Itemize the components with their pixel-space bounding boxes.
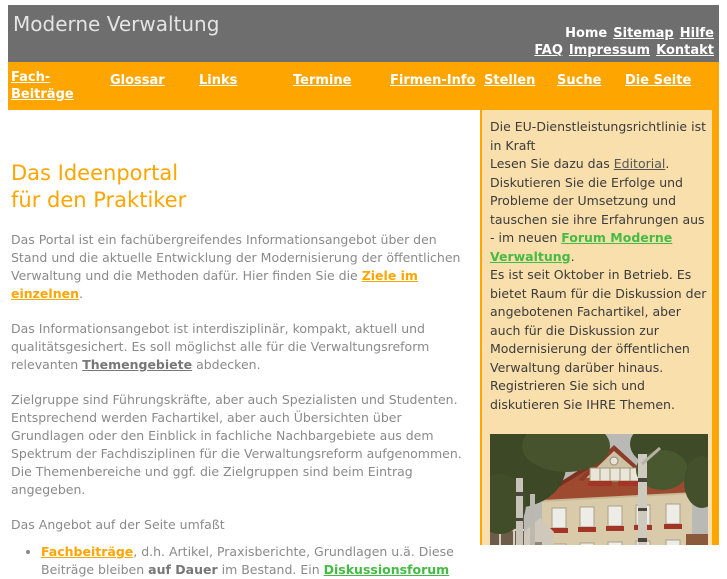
editorial-text: Lesen Sie dazu das [490,156,614,171]
nav-cell [387,69,481,89]
editorial-text-end: . [665,156,670,171]
auf-dauer-bold: auf Dauer [148,562,218,577]
nav-item-stellen[interactable]: Stellen [484,73,536,88]
ziele-link[interactable]: Ziele im einzelnen [11,268,418,301]
building-photo-svg [490,434,708,545]
angebot-text-end: abdecken. [192,357,261,372]
forum-text: Diskutieren Sie die Erfolge und Probleme der Umsetzung und tauschen sie ihre Erfahrungen aus - im neuen [490,174,705,245]
header-links-row1 [528,25,714,42]
umfasst-paragraph: Das Angebot auf der Seite umfaßt [11,517,225,532]
content-area [8,110,719,577]
nav-cell [196,69,290,89]
editorial-link[interactable]: Editorial [613,156,666,171]
eu-richtlinie-text: Die EU-Dienstleistungsrichtlinie ist in Kraft [490,119,706,153]
list-item-fachbeitraege [41,543,472,579]
intro-text: Das Portal ist ein fachübergreifendes Informationsangebot über den Stand und die aktuelle Entwicklung der Modernisierung der öffentlichen Verwaltung und die Methoden dafür. Hier finden Sie die [11,232,461,283]
impressum-link[interactable]: Impressum [568,43,651,58]
nav-item-die-seite[interactable]: Die Seite [625,73,692,88]
forum-moderne-verwaltung-link[interactable]: Forum Moderne Verwaltung [490,230,673,264]
header-bar [8,5,719,62]
nav-item-termine[interactable]: Termine [293,73,352,88]
nav-cell [8,69,107,103]
diskussionsforum-link[interactable]: Diskussionsforum [323,562,450,577]
zielgruppe-paragraph: Zielgruppe sind Führungskräfte, aber auch Spezialisten und Studenten. Entsprechend werden Fachartikel, aber auch Übersichten über Grundlagen oder den Einblick in fachliche Nachbargebiete aus dem Spektrum der Fachdisziplinen für die Verwaltungsreform aufgenommen. Die Themenbereiche und ggf. die Zielgruppen sind beim Eintrag angegeben. [11,392,462,497]
fachbeitraege-link[interactable]: Fachbeiträge [41,544,134,559]
intro-text-end: . [78,286,83,301]
hilfe-link[interactable]: Hilfe [679,26,714,41]
news-sidebar [480,110,719,545]
nav-cell [481,69,554,89]
sidebar-text [490,118,710,414]
main-column [8,110,480,577]
home-link[interactable]: Home [565,26,608,41]
header-links [528,25,714,59]
nav-cell [107,69,196,89]
kontakt-link[interactable]: Kontakt [656,43,714,58]
angebot-paragraph [11,320,472,374]
forum-text-end: . [570,248,575,264]
nav-item-fachbeitraege[interactable]: Fach-Beiträge [11,70,74,102]
main-nav [8,62,719,110]
page-title [11,160,472,214]
nav-cell [622,69,719,89]
angebot-text: Das Informationsangebot ist interdisziplinär, kompakt, aktuell und qualitätsgesichert. Es soll möglichst alle für die Verwaltungsreform relevanten [11,321,430,372]
faq-link[interactable]: FAQ [534,43,563,58]
nav-item-firmen-info[interactable]: Firmen-Info [390,73,476,88]
themengebiete-link[interactable]: Themengebiete [82,357,193,372]
page-title-line2: für den Praktiker [11,188,187,212]
nav-cell [554,69,622,89]
sitemap-link[interactable]: Sitemap [613,26,674,41]
nav-item-glossar[interactable]: Glossar [110,73,165,88]
building-photo [490,434,710,545]
list-item-text1: , d.h. Artikel, Praxisberichte, Grundlagen u.ä. Diese Beiträge bleiben [41,544,454,577]
betrieb-text: Es ist seit Oktober in Betrieb. Es bietet Raum für die Diskussion der angebotenen Fachartikel, aber auch für die Diskussion zur Modernisierung der öffentlichen Verwaltung darüber hinaus. Registrieren Sie sich und diskutieren Sie IHRE Themen. [490,267,707,412]
nav-item-suche[interactable]: Suche [557,73,602,88]
offer-list [11,543,472,579]
page-title-line1: Das Ideenportal [11,161,179,185]
intro-paragraph [11,231,472,303]
nav-item-links[interactable]: Links [199,73,238,88]
site-title: Moderne Verwaltung [13,12,220,36]
nav-cell [290,69,387,89]
header-links-row2 [528,42,714,59]
list-item-text2: im Bestand. Ein [217,562,324,577]
